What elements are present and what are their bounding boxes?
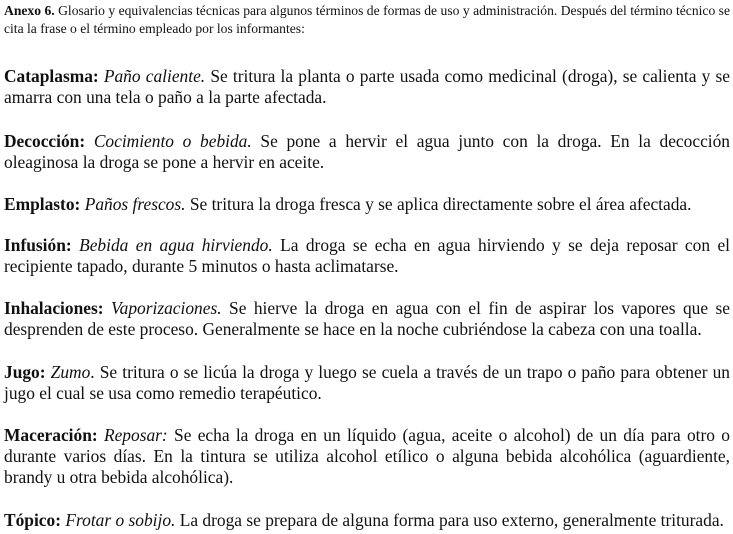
glossary-entry-cataplasma bbox=[4, 66, 730, 108]
entry-equivalent: Paños frescos. bbox=[84, 194, 186, 214]
entry-term: Emplasto: bbox=[4, 194, 81, 214]
entry-definition: La droga se prepara de alguna forma para uso externo, generalmente triturada. bbox=[175, 510, 724, 530]
glossary-entry-topico bbox=[4, 510, 730, 531]
entry-term: Inhalaciones: bbox=[4, 298, 104, 318]
entry-term: Maceración: bbox=[4, 425, 98, 445]
entry-equivalent: Bebida en agua hirviendo. bbox=[79, 235, 273, 255]
entry-term: Decocción: bbox=[4, 131, 86, 151]
annex-caption-text: Glosario y equivalencias técnicas para algunos términos de formas de uso y administración. Después del término técnico se cita la frase o el término empleado por los informantes: bbox=[4, 3, 731, 36]
entry-equivalent: Frotar o sobijo. bbox=[65, 510, 176, 530]
entry-definition: Se hierve la droga en agua con el fin de aspirar los vapores que se desprenden de este proceso. Generalmente se hace en la noche cubriéndose la cabeza con una toalla. bbox=[4, 298, 730, 339]
entry-equivalent: Zumo bbox=[50, 362, 91, 382]
entry-equivalent: Vaporizaciones. bbox=[110, 298, 222, 318]
entry-term: Tópico: bbox=[4, 510, 62, 530]
glossary-entry-jugo bbox=[4, 362, 730, 404]
entry-definition: . Se tritura o se licúa la droga y luego se cuela a través de un trapo o paño para obtener un jugo el cual se usa como remedio terapéutico. bbox=[4, 362, 730, 403]
entry-term: Cataplasma: bbox=[4, 66, 99, 86]
glossary-entry-inhalaciones bbox=[4, 298, 730, 340]
glossary-entry-decoccion bbox=[4, 131, 730, 173]
entry-definition: Se pone a hervir el agua junto con la droga. En la decocción oleaginosa la droga se pone a hervir en aceite. bbox=[4, 131, 731, 172]
entry-term: Infusión: bbox=[4, 235, 72, 255]
glossary-entry-infusion bbox=[4, 235, 730, 277]
entry-equivalent: Cocimiento o bebida. bbox=[93, 131, 252, 151]
entry-definition: Se tritura la droga fresca y se aplica directamente sobre el área afectada. bbox=[185, 194, 692, 214]
glossary-entry-maceracion bbox=[4, 425, 730, 488]
entry-equivalent: Paño caliente. bbox=[103, 66, 206, 86]
annex-label: Anexo 6. bbox=[4, 3, 55, 18]
entry-definition: La droga se echa en agua hirviendo y se deja reposar con el recipiente tapado, durante 5 minutos o hasta aclimatarse. bbox=[4, 235, 730, 276]
annex-caption bbox=[4, 0, 730, 38]
entry-equivalent: Reposar: bbox=[103, 425, 168, 445]
glossary-entry-emplasto bbox=[4, 194, 730, 215]
entry-term: Jugo: bbox=[4, 362, 46, 382]
entry-definition: Se echa la droga en un líquido (agua, aceite o alcohol) de un día para otro o durante varios días. En la tintura se utiliza alcohol etílico o alguna bebida alcohólica (aguardiente, brandy u otra bebida alcohólica). bbox=[4, 425, 730, 487]
entry-definition: Se tritura la planta o parte usada como medicinal (droga), se calienta y se amarra con una tela o paño a la parte afectada. bbox=[4, 66, 730, 107]
document-page bbox=[4, 0, 731, 530]
